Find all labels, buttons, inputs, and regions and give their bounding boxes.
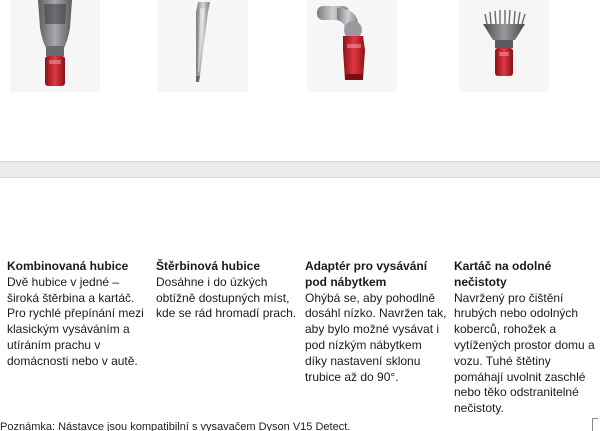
accessory-card-stubborn-dirt-brush: [454, 259, 596, 417]
accessory-title: Adaptér pro vysávání pod nábytkem: [305, 259, 428, 289]
section-divider: [0, 161, 600, 178]
low-reach-adapter-icon: [307, 0, 397, 92]
page-corner-mark: [592, 418, 598, 431]
accessory-photos: [0, 0, 600, 94]
accessory-description: Dosáhne i do úzkých obtížně dostupných míst, kde se rád hromadí prach.: [156, 274, 297, 321]
crevice-tool-photo: [158, 0, 248, 92]
combination-tool-photo: [10, 0, 100, 92]
low-reach-adapter-photo: [307, 0, 397, 92]
accessory-description: Navržený pro čištění hrubých nebo odolných koberců, rohožek a vytížených prostor domu a vozu. Tuhé štětiny pomáhají uvolnit zaschlé nebo těko odstranitelné nečistoty.: [454, 290, 595, 416]
accessory-description: Dvě hubice v jedné – široká štěrbina a kartáč. Pro rychlé přepínání mezi klasickým vysáváním a utíráním prachu v domácnosti nebo v autě.: [7, 274, 144, 368]
combination-tool-icon: [10, 0, 100, 92]
stubborn-dirt-brush-photo: [459, 0, 549, 92]
accessory-card-low-reach-adapter: [305, 259, 447, 385]
stubborn-dirt-brush-icon: [459, 0, 549, 92]
accessory-title: Kartáč na odolné nečistoty: [454, 259, 552, 289]
accessory-description: Ohýbá se, aby pohodlně dosáhl nízko. Navržen tak, aby bylo možné vysávat i pod nízkým nábytkem díky nastavení sklonu trubice až do 90°.: [305, 290, 447, 384]
crevice-tool-icon: [158, 0, 248, 92]
accessory-title: Kombinovaná hubice: [7, 259, 129, 273]
compatibility-note: Poznámka: Nástavce jsou kompatibilní s vysavačem Dyson V15 Detect.: [0, 421, 351, 431]
accessory-title: Štěrbinová hubice: [156, 259, 261, 273]
accessory-card-crevice-tool: [156, 259, 298, 322]
accessory-card-combination-tool: [7, 259, 149, 370]
